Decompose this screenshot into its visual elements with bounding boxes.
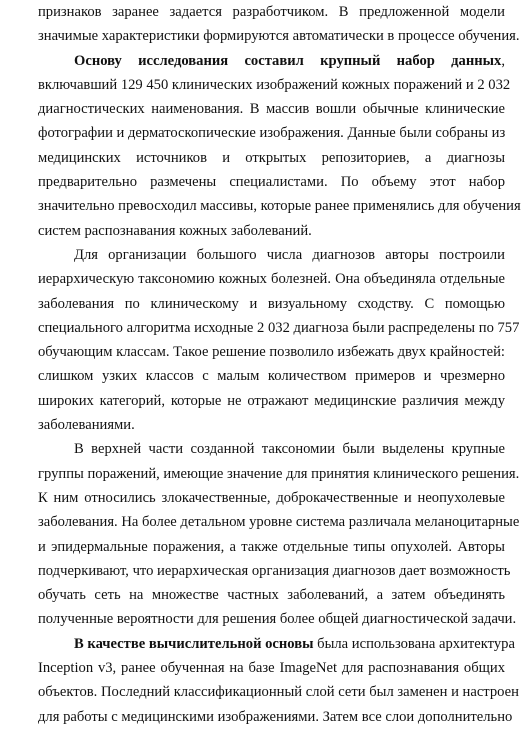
text-line [38, 510, 520, 534]
line-text: объектов. Последний классификационный слой сети был заменен и настроен [38, 684, 519, 701]
line-text: значимые характеристики формируются автоматически в процессе обучения. [38, 28, 520, 45]
paragraph-p4 [38, 632, 519, 729]
text-line [38, 267, 505, 291]
paragraph-p3 [38, 437, 520, 631]
line-text: для работы с медицинскими изображениями. Затем все слои дополнительно [38, 708, 513, 725]
text-line [38, 121, 505, 145]
text-line [38, 73, 511, 97]
line-text: и эпидермальные поражения, а также отдельные типы опухолей. Авторы [38, 538, 505, 555]
line-text: фотографии и дерматоскопические изображения. Данные были собраны из [38, 125, 506, 142]
line-text: группы поражений, имеющие значение для принятия клинического решения. [38, 465, 520, 482]
line-text: К ним относились злокачественные, доброкачественные и неопухолевые [38, 489, 505, 506]
text-line [38, 316, 520, 340]
line-text: обучающим классам. Такое решение позволило избежать двух крайностей: [38, 344, 505, 361]
line-text: значительно превосходил массивы, которые ранее применялись для обучения [38, 198, 521, 215]
line-text: широких категорий, которые не отражают медицинские различия между [38, 392, 505, 409]
text-line [38, 413, 505, 437]
line-text: специального алгоритма исходные 2 032 диагноза были распределены по 757 [38, 319, 520, 336]
text-line [38, 583, 505, 607]
line-text: слишком узких классов с малым количеством примеров и чрезмерно [38, 368, 505, 385]
text-line [38, 656, 505, 680]
line-text: заболевания по клиническому и визуальному сходству. С помощью [38, 295, 505, 312]
bold-phrase: Основу исследования составил крупный набор данных [74, 52, 502, 69]
text-line [38, 364, 505, 388]
paragraph-p1 [38, 49, 521, 243]
paragraph-p0 [38, 0, 520, 49]
text-line [38, 607, 517, 631]
text-line [38, 680, 519, 704]
line-text: признаков заранее задается разработчиком. В предложенной модели [38, 4, 505, 20]
text-line [38, 559, 511, 583]
line-text: В верхней части созданной таксономии были выделены крупные [74, 441, 505, 458]
text-line [38, 632, 515, 656]
text-line [38, 437, 505, 461]
line-text: предварительно размечены специалистами. По объему этот набор [38, 174, 505, 191]
text-line [38, 389, 505, 413]
line-text: была использована архитектура [313, 635, 515, 652]
text-line [38, 97, 505, 121]
line-text: диагностических наименования. В массив вошли обычные клинические [38, 101, 505, 118]
paragraph-p2 [38, 243, 520, 437]
text-line [38, 170, 505, 194]
line-text: иерархическую таксономию кожных болезней. Она объединяла отдельные [38, 271, 505, 288]
text-line [38, 219, 505, 243]
line-text: заболевания. На более детальном уровне система различала меланоцитарные [38, 514, 520, 531]
line-text: Inception v3, ранее обученная на базе ImageNet для распознавания общих [38, 660, 505, 677]
line-text: заболеваниями. [38, 417, 135, 434]
text-line [38, 462, 520, 486]
text-line [38, 340, 505, 364]
text-line [38, 49, 505, 73]
line-text: полученные вероятности для решения более общей диагностической задачи. [38, 611, 517, 628]
text-line [38, 0, 505, 24]
line-text: систем распознавания кожных заболеваний. [38, 222, 312, 239]
line-text: обучать сеть на множестве частных заболеваний, а затем объединять [38, 587, 505, 604]
text-line [38, 535, 505, 559]
text-line [38, 243, 505, 267]
line-text: , [501, 52, 505, 69]
text-line [38, 705, 513, 729]
bold-phrase: В качестве вычислительной основы [74, 635, 314, 652]
text-line [38, 292, 505, 316]
line-text: Для организации большого числа диагнозов авторы построили [74, 246, 505, 263]
text-line [38, 24, 520, 48]
line-text: включавший 129 450 клинических изображений кожных поражений и 2 032 [38, 76, 511, 93]
line-text: подчеркивают, что иерархическая организация диагнозов дает возможность [38, 562, 511, 579]
text-line [38, 146, 505, 170]
document-page [38, 0, 521, 729]
text-line [38, 486, 505, 510]
text-line [38, 194, 521, 218]
line-text: медицинских источников и открытых репозиториев, а диагнозы [38, 149, 505, 166]
